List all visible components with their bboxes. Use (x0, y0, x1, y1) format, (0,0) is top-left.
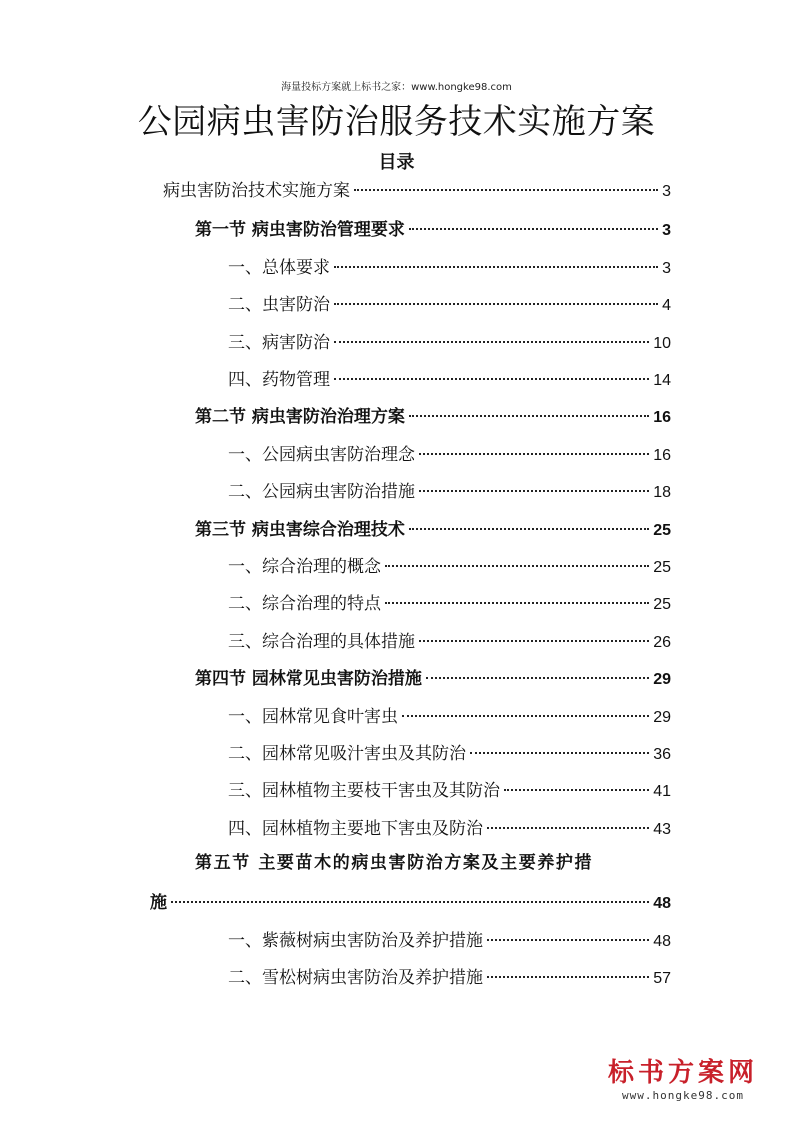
toc-entry[interactable] (228, 741, 671, 767)
toc-entry[interactable] (195, 517, 671, 543)
toc-entry-label: 第三节 病虫害综合治理技术 (195, 520, 405, 540)
toc-entry-page: 25 (653, 559, 671, 576)
toc-entry-page: 3 (662, 222, 671, 239)
toc-leader (409, 528, 649, 530)
toc-entry-page: 26 (653, 634, 671, 651)
toc-entry-page: 43 (653, 821, 671, 838)
toc-entry-page: 18 (653, 484, 671, 501)
toc-entry-label: 一、公园病虫害防治理念 (228, 445, 415, 465)
toc-entry[interactable] (195, 404, 671, 430)
toc-entry-page: 48 (653, 933, 671, 950)
toc-entry-label: 一、综合治理的概念 (228, 557, 381, 577)
toc-entry-page: 48 (653, 895, 671, 912)
toc-entry-label: 第一节 病虫害防治管理要求 (195, 220, 405, 240)
toc-leader (419, 490, 649, 492)
toc-entry-page: 16 (653, 409, 671, 426)
toc-entry[interactable] (150, 890, 671, 916)
toc-entry-page: 14 (653, 372, 671, 389)
toc-entry-page: 16 (653, 447, 671, 464)
toc-leader (487, 939, 649, 941)
toc-entry-label: 二、虫害防治 (228, 295, 330, 315)
toc-entry-label: 第四节 园林常见虫害防治措施 (195, 669, 422, 689)
toc-leader (385, 602, 649, 604)
toc-leader (385, 565, 649, 567)
toc-entry[interactable] (228, 591, 671, 617)
toc-leader (487, 976, 649, 978)
toc-entry[interactable] (228, 629, 671, 655)
toc-leader (402, 715, 649, 717)
toc-entry[interactable] (195, 217, 671, 243)
toc-entry[interactable] (228, 816, 671, 842)
toc-entry-label: 二、雪松树病虫害防治及养护措施 (228, 968, 483, 988)
toc-leader (354, 189, 658, 191)
toc-leader (334, 378, 649, 380)
toc-entry-label: 一、紫薇树病虫害防治及养护措施 (228, 931, 483, 951)
toc-entry[interactable] (228, 965, 671, 991)
toc-entry[interactable] (228, 367, 671, 393)
toc-entry-label: 第二节 病虫害防治治理方案 (195, 407, 405, 427)
site-logo[interactable] (603, 1057, 763, 1102)
toc-entry-label: 三、病害防治 (228, 333, 330, 353)
toc-entry-page: 25 (653, 522, 671, 539)
logo-mark: 标书方案网 (607, 1058, 758, 1088)
toc-title: 目录 (378, 152, 415, 173)
toc-entry-label: 一、总体要求 (228, 258, 330, 278)
toc-entry-label: 三、园林植物主要枝干害虫及其防治 (228, 781, 500, 801)
toc-entry-label: 二、公园病虫害防治措施 (228, 482, 415, 502)
toc-entry-page: 41 (653, 783, 671, 800)
toc-entry-label: 二、园林常见吸汁害虫及其防治 (228, 744, 466, 764)
toc-entry[interactable] (228, 292, 671, 318)
toc-entry[interactable] (228, 704, 671, 730)
toc-leader (504, 789, 649, 791)
toc-entry-label: 四、药物管理 (228, 370, 330, 390)
toc-entry-page: 29 (653, 709, 671, 726)
toc-leader (487, 827, 649, 829)
toc-entry-label: 四、园林植物主要地下害虫及防治 (228, 819, 483, 839)
toc-entry[interactable] (195, 666, 671, 692)
toc-leader (419, 453, 649, 455)
toc-entry[interactable] (228, 479, 671, 505)
toc-entry-label: 病虫害防治技术实施方案 (163, 181, 350, 201)
toc-entry-page: 57 (653, 970, 671, 987)
toc-entry[interactable] (228, 928, 671, 954)
toc-entry-page: 4 (662, 297, 671, 314)
toc-leader (419, 640, 649, 642)
toc-entry[interactable] (228, 554, 671, 580)
toc-entry-label: 三、综合治理的具体措施 (228, 632, 415, 652)
toc-entry[interactable] (228, 778, 671, 804)
toc-leader (470, 752, 649, 754)
toc-leader (426, 677, 649, 679)
toc-entry-label: 二、综合治理的特点 (228, 594, 381, 614)
toc-entry[interactable] (228, 442, 671, 468)
toc-leader (171, 901, 649, 903)
toc-entry-label: 施 (150, 893, 167, 913)
toc-leader (334, 266, 658, 268)
toc-entry[interactable] (228, 255, 671, 281)
toc-entry-wrapped-line[interactable]: 第五节 主要苗木的病虫害防治方案及主要养护措 (195, 853, 594, 873)
toc-leader (409, 228, 658, 230)
toc-leader (409, 415, 649, 417)
toc-entry-page: 36 (653, 746, 671, 763)
header-note: 海量投标方案就上标书之家：www.hongke98.com (281, 82, 512, 93)
toc-entry-page: 25 (653, 596, 671, 613)
toc-entry-page: 3 (662, 260, 671, 277)
toc-entry-page: 29 (653, 671, 671, 688)
document-title: 公园病虫害防治服务技术实施方案 (137, 102, 656, 142)
toc-entry-label: 一、园林常见食叶害虫 (228, 707, 398, 727)
toc-leader (334, 303, 658, 305)
logo-url: www.hongke98.com (622, 1089, 744, 1102)
toc-entry-page: 3 (662, 183, 671, 200)
toc-entry-page: 10 (653, 335, 671, 352)
toc-entry[interactable] (163, 178, 671, 204)
toc-leader (334, 341, 649, 343)
toc-entry[interactable] (228, 330, 671, 356)
